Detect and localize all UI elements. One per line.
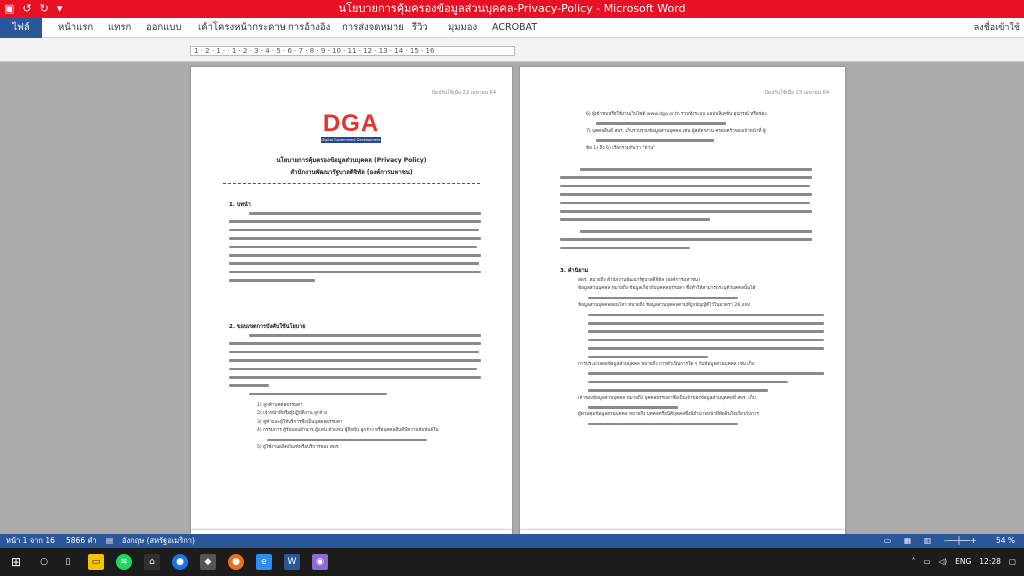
read-mode-icon[interactable]: ▭: [884, 536, 892, 545]
system-tray: [912, 548, 1016, 576]
tab-file[interactable]: ไฟล์: [0, 18, 42, 38]
clock[interactable]: 12:28: [979, 557, 1001, 566]
tab-view[interactable]: มุมมอง: [448, 22, 478, 33]
input-language[interactable]: ENG: [955, 557, 972, 566]
page-2-list: [586, 111, 826, 153]
ruler-ticks: 1 · 2 · 1 · · 1 · 2 · 3 · 4 · 5 · 6 · 7 · 8 · 9 · 10 · 11 · 12 · 13 · 14 · 15 · 16: [194, 47, 435, 55]
list-item: การประมวลผลข้อมูลส่วนบุคคล หมายถึง การดำเนินการใด ๆ กับข้อมูลส่วนบุคคล เช่น เก็บ: [578, 361, 755, 367]
chevron-up-icon[interactable]: ˄: [911, 557, 916, 566]
save-icon[interactable]: ▣: [4, 2, 15, 15]
taskbar: [0, 548, 1024, 576]
list-item: ข้อมูลส่วนบุคคลอ่อนไหว หมายถึง ข้อมูลส่วนบุคคลตามที่ถูกบัญญัติไว้ในมาตรา 26 แห่ง: [578, 303, 750, 309]
page-1[interactable]: [191, 67, 512, 533]
separator-line: [223, 183, 480, 184]
volume-icon[interactable]: ◁): [938, 557, 948, 566]
print-layout-icon[interactable]: ▦: [904, 536, 912, 545]
list-item: 2) เจ้าหน้าที่หรือผู้ปฏิบัติงาน ลูกจ้าง: [257, 411, 328, 417]
windows-start-icon[interactable]: ⊞: [10, 555, 22, 569]
tab-layout[interactable]: เค้าโครงหน้ากระดาษ: [198, 22, 286, 33]
list-item: 3) คู่ค้าและผู้ให้บริการซึ่งเป็นบุคคลธรรมดา: [257, 419, 343, 425]
notification-icon[interactable]: ▢: [1008, 557, 1016, 566]
word-taskbar-icon[interactable]: W: [284, 554, 300, 570]
page-count[interactable]: หน้า 1 จาก 16: [6, 536, 55, 545]
doc-subtitle: สำนักงานพัฒนารัฐบาลดิจิทัล (องค์การมหาชน): [290, 169, 413, 176]
tab-design[interactable]: ออกแบบ: [146, 22, 182, 33]
section-2-list: [257, 402, 487, 452]
ribbon-tabs: [0, 18, 1024, 38]
redo-icon[interactable]: ↻: [39, 2, 49, 15]
proofing-icon[interactable]: ▤: [106, 536, 114, 545]
zoom-slider[interactable]: –──┼──+: [944, 536, 977, 545]
list-item: 1) ลูกค้าบุคคลธรรมดา: [257, 403, 303, 408]
dga-logo: [321, 110, 381, 148]
section-2-heading: 2. ขอบเขตการบังคับใช้นโยบาย: [229, 324, 306, 330]
tab-home[interactable]: หน้าแรก: [58, 22, 94, 33]
app-icon[interactable]: ◆: [200, 554, 216, 570]
language[interactable]: อังกฤษ (สหรัฐอเมริกา): [122, 536, 195, 545]
horizontal-ruler: [0, 38, 1024, 62]
sign-in-link[interactable]: ลงชื่อเข้าใช้: [973, 23, 1020, 33]
firefox-icon[interactable]: ●: [228, 554, 244, 570]
dga-logo-text: DGA: [322, 110, 380, 137]
store-icon[interactable]: ⌂: [144, 554, 160, 570]
window-title: นโยบายการคุ้มครองข้อมูลส่วนบุคคล-Privacy-Policy - Microsoft Word: [338, 2, 686, 15]
list-item: เจ้าของข้อมูลส่วนบุคคล หมายถึง บุคคลธรรมดาซึ่งเป็นเจ้าของข้อมูลส่วนบุคคลที่ สพร. เก็บ: [578, 395, 756, 401]
list-item: 7) บุคคลอื่นที่ สพร. เก็บรวบรวมข้อมูลส่วนบุคคล เช่น ผู้สมัครงาน ครอบครัวของเจ้าหน้าที่ ผู้: [586, 128, 766, 134]
list-item: ผู้ควบคุมข้อมูลส่วนบุคคล หมายถึง บุคคลหรือนิติบุคคลซึ่งมีอำนาจหน้าที่ตัดสินใจเกี่ยวกับการ: [578, 412, 759, 418]
list-item: 4) กรรมการ ผู้รับมอบอำนาจ ผู้แทน ตัวแทน ผู้ถือหุ้น ลูกจ้าง หรือบุคคลอื่นที่มีความสัมพันธ์ใน: [257, 428, 439, 434]
title-bar: [0, 0, 1024, 18]
page-1-date: ปัดปรับใช้เมื่อ 23 เมษายน 64: [431, 90, 496, 96]
section-2-body: [229, 331, 481, 398]
section-1-heading: 1. บทนำ: [229, 202, 251, 208]
list-item: 5) ผู้ใช้งานผลิตภัณฑ์หรือบริการของ สพร.: [257, 445, 340, 451]
list-item: 6) ผู้เข้าชมหรือใช้งานเว็บไซต์ www.dga.or.th รวมทั้งระบบ แอปพลิเคชัน อุปกรณ์ หรือช่อง: [586, 112, 767, 117]
file-explorer-icon[interactable]: ▭: [88, 554, 104, 570]
page-2-date: ปัดปรับใช้เมื่อ 23 เมษายน 64: [764, 90, 829, 96]
undo-icon[interactable]: ↺: [22, 2, 32, 15]
list-item: สพร. หมายถึง สำนักงานพัฒนารัฐบาลดิจิทัล (องค์การมหาชน): [578, 278, 700, 283]
list-item: ข้อมูลส่วนบุคคล หมายถึง ข้อมูลเกี่ยวกับบุคคลธรรมดา ซึ่งทำให้สามารถระบุตัวบุคคลนั้นได้: [578, 286, 756, 292]
tab-insert[interactable]: แทรก: [108, 22, 132, 33]
status-bar: [0, 534, 1024, 548]
word-count[interactable]: 5866 คำ: [66, 536, 97, 545]
list-item: ข้อ 1) ถึง 6) เรียกรวมกันว่า "ท่าน": [586, 145, 656, 151]
section-1-body: [229, 209, 481, 285]
app-icon-2[interactable]: ◉: [312, 554, 328, 570]
definitions-list: [578, 277, 828, 428]
search-icon[interactable]: ○: [40, 557, 48, 567]
edge-icon[interactable]: e: [256, 554, 272, 570]
dga-logo-subtitle: Digital Government Development Agency: [321, 138, 381, 148]
tab-review[interactable]: รีวิว: [412, 22, 428, 33]
page-2-paragraph-1: [560, 165, 812, 224]
customize-qat-icon[interactable]: ▾: [56, 2, 63, 15]
section-3-heading: 3. คำนิยาม: [560, 268, 589, 274]
tab-references[interactable]: การอ้างอิง: [288, 22, 331, 33]
web-layout-icon[interactable]: ▥: [924, 536, 932, 545]
document-area[interactable]: [0, 62, 1024, 534]
tab-acrobat[interactable]: ACROBAT: [492, 22, 538, 33]
doc-title: นโยบายการคุ้มครองข้อมูลส่วนบุคคล (Privacy Policy): [276, 157, 427, 164]
chrome-icon[interactable]: ●: [172, 554, 188, 570]
page-2-paragraph-2: [560, 227, 812, 252]
tab-mailings[interactable]: การส่งจดหมาย: [342, 22, 404, 33]
network-icon[interactable]: ▭: [923, 557, 931, 566]
page-2[interactable]: [520, 67, 845, 533]
zoom-level[interactable]: 54 %: [996, 536, 1016, 545]
spotify-icon[interactable]: ≋: [116, 554, 132, 570]
task-view-icon[interactable]: ▯: [65, 557, 71, 567]
